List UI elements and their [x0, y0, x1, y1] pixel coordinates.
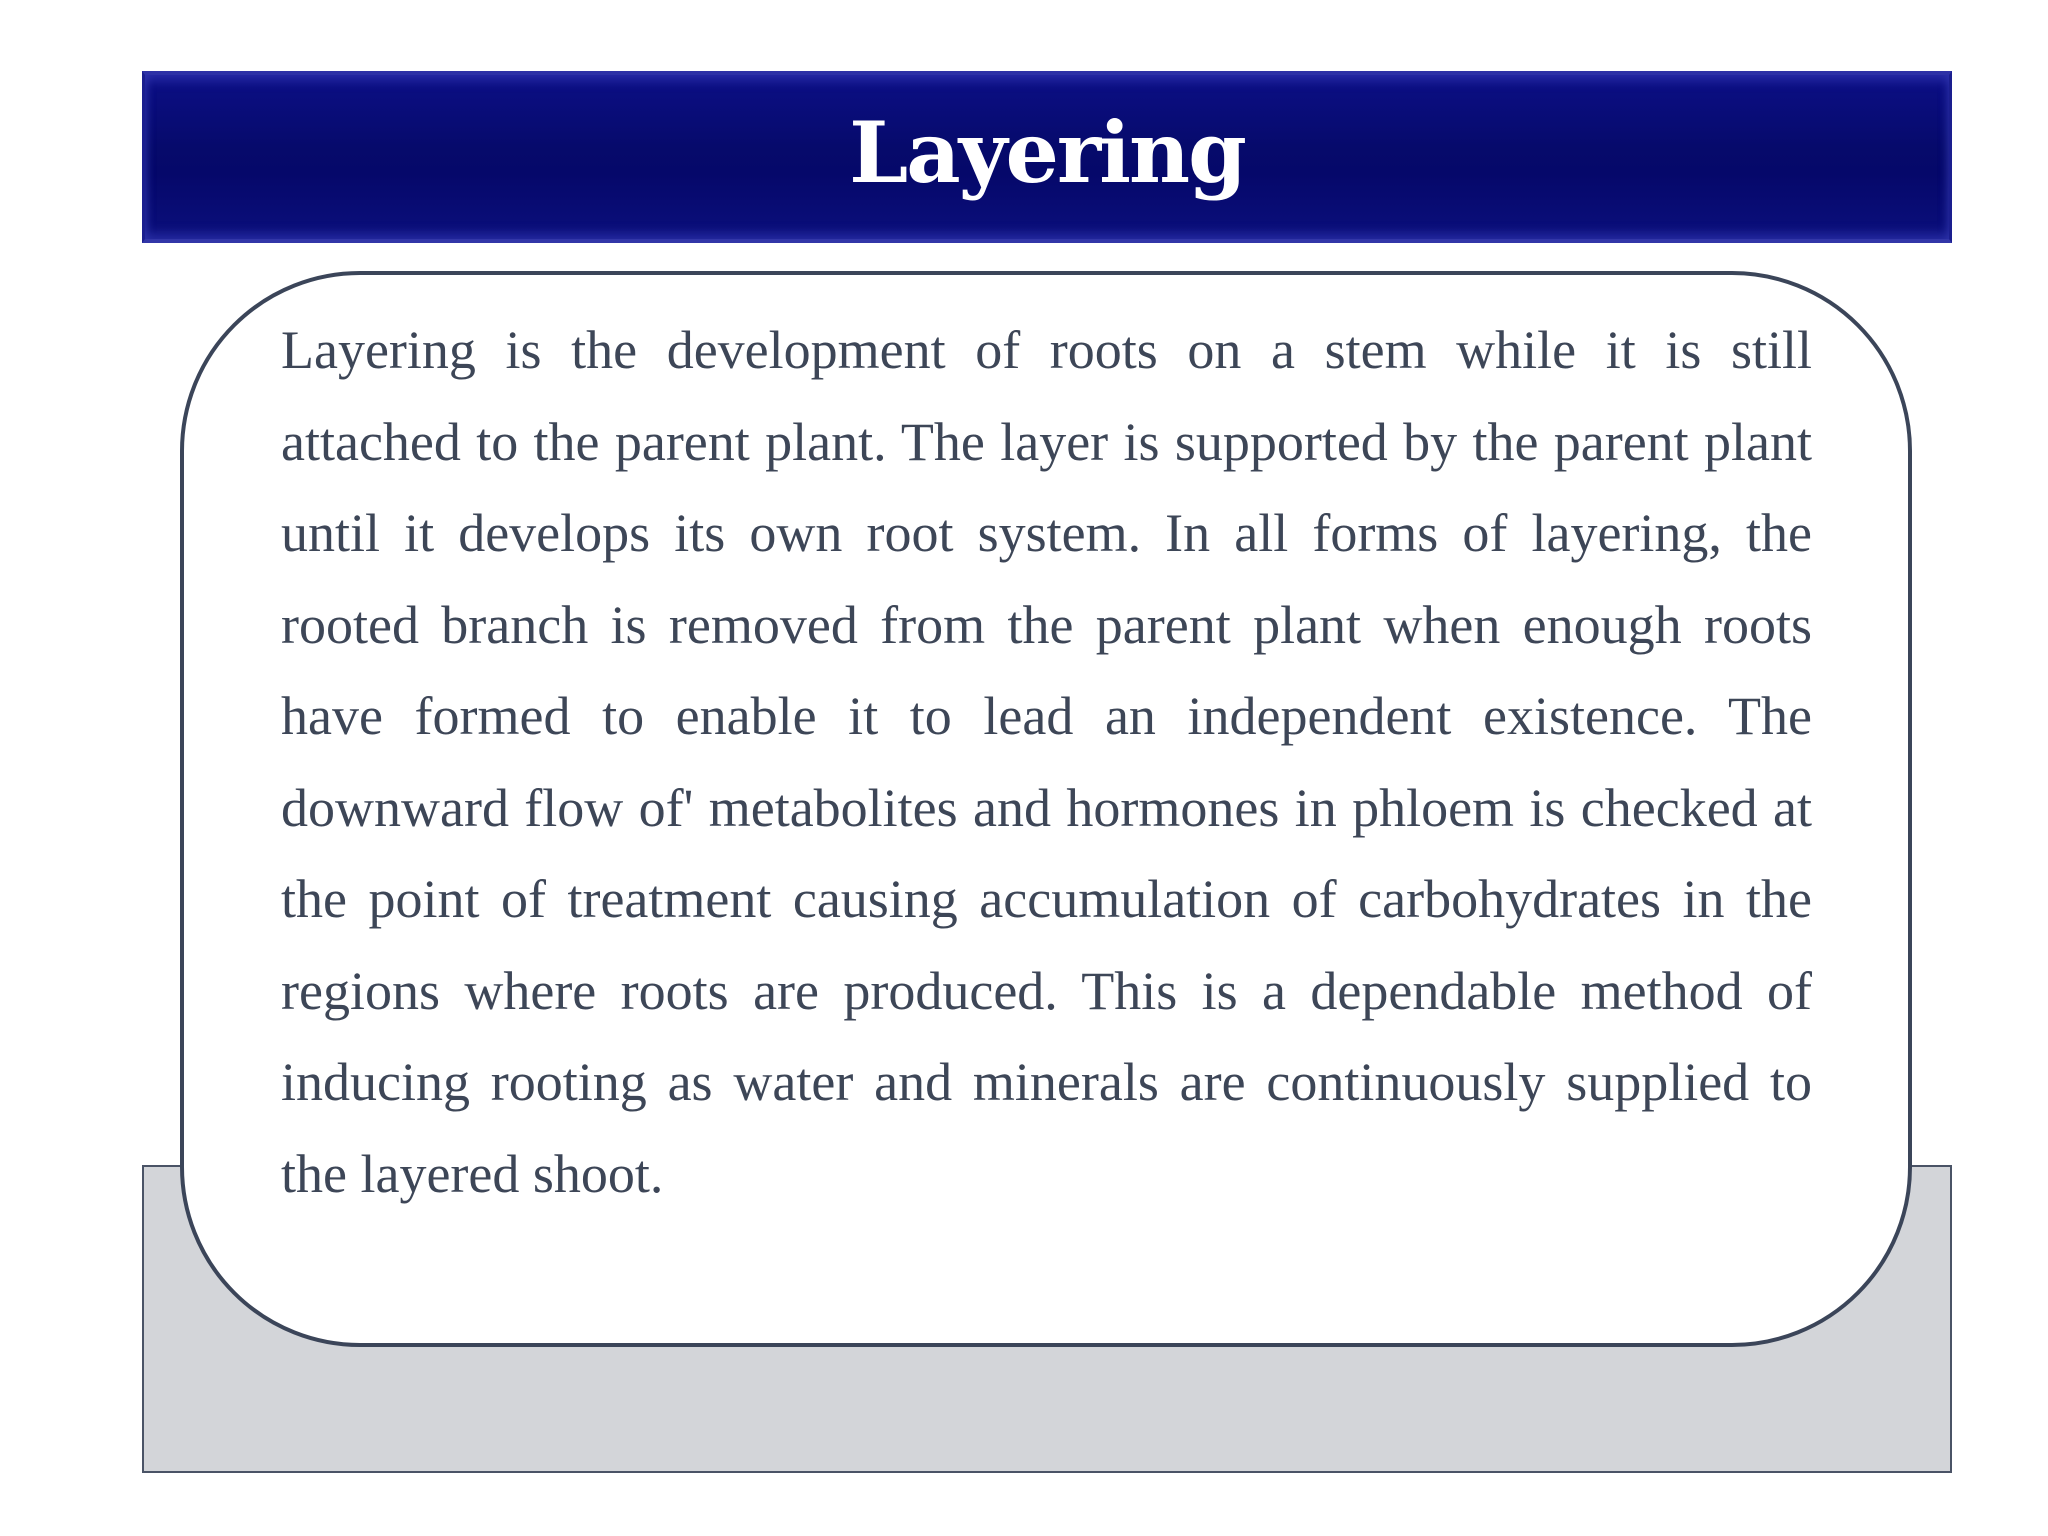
- body-paragraph: Layering is the development of roots on a stem while it is still attached to the parent plant. The layer is supported by the parent plant until it develops its own root system. In all forms of layering, the rooted branch is removed from the parent plant when enough roots have formed to enable it to lead an independent existence. The downward flow of' metabolites and hormones in phloem is checked at the point of treatment causing accumulation of carbohydrates in the regions where roots are produced. This is a dependable method of inducing rooting as water and minerals are continuously supplied to the layered shoot.: [281, 320, 1812, 1204]
- title-bar: [142, 71, 1952, 243]
- slide-title: Layering: [849, 102, 1245, 202]
